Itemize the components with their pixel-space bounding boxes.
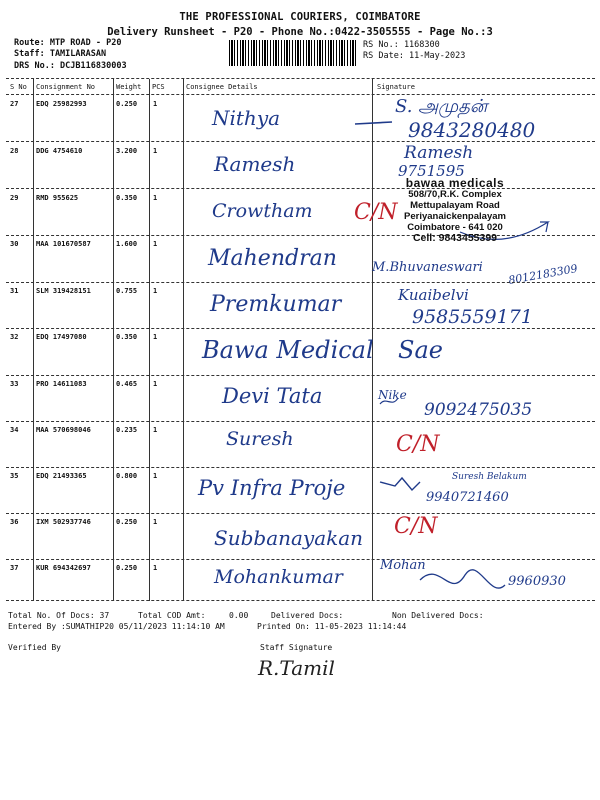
row-sno: 34 <box>10 426 19 434</box>
signature-phone: 9092475035 <box>424 400 533 420</box>
col-header-weight: Weight <box>116 83 142 91</box>
row-weight: 0.250 <box>116 518 138 526</box>
consignee-name: Ramesh <box>214 152 296 176</box>
consignee-name: Pv Infra Proje <box>198 476 346 500</box>
stamp-shop-name: bawaa medicals <box>405 176 505 190</box>
row-sno: 29 <box>10 194 19 202</box>
cn-mark: C/N <box>396 432 440 457</box>
row-weight: 1.600 <box>116 240 138 248</box>
drs-label: DRS No.: DCJB116830003 <box>14 61 127 71</box>
row-pcs: 1 <box>153 426 158 434</box>
signature-text: Ramesh <box>404 143 474 163</box>
row-pcs: 1 <box>153 100 158 108</box>
rs-no-label: RS No.: 1168300 <box>363 40 440 50</box>
row-consignment: KUR 694342697 <box>36 564 91 572</box>
row-pcs: 1 <box>153 194 158 202</box>
rs-date-label: RS Date: 11-May-2023 <box>363 51 466 61</box>
row-sno: 35 <box>10 472 19 480</box>
row-consignment: DDG 4754610 <box>36 147 83 155</box>
row-pcs: 1 <box>153 240 158 248</box>
row-weight: 0.755 <box>116 287 138 295</box>
row-sno: 32 <box>10 333 19 341</box>
consignee-name: Nithya <box>212 106 281 130</box>
row-weight: 0.465 <box>116 380 138 388</box>
cn-mark: C/N <box>354 200 398 225</box>
row-consignment: PRO 14611083 <box>36 380 87 388</box>
signature-text: Sae <box>398 336 443 364</box>
stamp-address-line: 508/70,R.K. Complex <box>408 189 502 200</box>
row-pcs: 1 <box>153 564 158 572</box>
signature-phone: 9843280480 <box>408 118 536 142</box>
consignee-name: Devi Tata <box>222 384 323 408</box>
signature-text: Nike <box>378 388 407 402</box>
row-consignment: EDQ 17497080 <box>36 333 87 341</box>
row-sno: 27 <box>10 100 19 108</box>
signature-text: M.Bhuvaneswari <box>372 260 483 275</box>
company-title: THE PROFESSIONAL COURIERS, COIMBATORE <box>179 11 421 23</box>
row-pcs: 1 <box>153 333 158 341</box>
col-header-signature: Signature <box>377 83 415 91</box>
row-weight: 0.350 <box>116 194 138 202</box>
signature-text: Kuaibelvi <box>398 286 469 304</box>
signature-text: Suresh Belakum <box>452 472 527 482</box>
row-pcs: 1 <box>153 287 158 295</box>
signature-phone: 8012183309 <box>507 262 579 287</box>
row-weight: 0.250 <box>116 100 138 108</box>
col-header-pcs: PCS <box>152 83 165 91</box>
row-pcs: 1 <box>153 147 158 155</box>
row-weight: 0.235 <box>116 426 138 434</box>
consignee-name: Suresh <box>226 428 294 450</box>
col-header-consignee: Consignee Details <box>186 83 258 91</box>
row-consignment: IXM 502937746 <box>36 518 91 526</box>
delivered-docs: Delivered Docs: <box>271 611 344 620</box>
row-sno: 33 <box>10 380 19 388</box>
staff-signature-label: Staff Signature <box>260 643 333 652</box>
runsheet-subtitle: Delivery Runsheet - P20 - Phone No.:0422-3505555 - Page No.:3 <box>107 26 493 38</box>
signature-phone: 9960930 <box>508 574 566 589</box>
cod-label: Total COD Amt: <box>138 611 206 620</box>
row-sno: 37 <box>10 564 19 572</box>
verified-by: Verified By <box>8 643 61 652</box>
entered-by: Entered By :SUMATHIP20 05/11/2023 11:14:10 AM <box>8 622 225 631</box>
staff-signature: R.Tamil <box>258 656 335 680</box>
stamp-cell-number: Cell: 9843455399 <box>412 232 498 244</box>
row-weight: 0.350 <box>116 333 138 341</box>
row-sno: 31 <box>10 287 19 295</box>
signature-phone: 9751595 <box>398 162 465 180</box>
row-sno: 30 <box>10 240 19 248</box>
row-sno: 28 <box>10 147 19 155</box>
row-consignment: EDQ 21493365 <box>36 472 87 480</box>
printed-on: Printed On: 11-05-2023 11:14:44 <box>257 622 407 631</box>
consignee-name: Bawa Medical <box>202 336 374 364</box>
shop-stamp <box>370 178 540 244</box>
col-header-sno: S No <box>10 83 27 91</box>
row-sno: 36 <box>10 518 19 526</box>
row-consignment: MAA 570698046 <box>36 426 91 434</box>
row-consignment: EDQ 25982993 <box>36 100 87 108</box>
cod-value: 0.00 <box>229 611 249 620</box>
row-consignment: SLM 319428151 <box>36 287 91 295</box>
consignee-name: Mahendran <box>208 246 337 271</box>
cn-mark: C/N <box>394 514 438 539</box>
row-consignment: MAA 101670587 <box>36 240 91 248</box>
stamp-address-line: Mettupalayam Road <box>410 200 500 211</box>
row-weight: 0.800 <box>116 472 138 480</box>
row-pcs: 1 <box>153 518 158 526</box>
col-header-consignment: Consignment No <box>36 83 96 91</box>
stamp-address-line: Periyanaickenpalayam <box>404 211 506 222</box>
consignee-name: Crowtham <box>212 200 313 222</box>
row-pcs: 1 <box>153 472 158 480</box>
row-pcs: 1 <box>153 380 158 388</box>
signature-phone: 9585559171 <box>412 306 533 328</box>
consignee-name: Mohankumar <box>214 566 343 588</box>
total-docs: Total No. Of Docs: 37 <box>8 611 110 620</box>
non-delivered-docs: Non Delivered Docs: <box>392 611 484 620</box>
row-weight: 0.250 <box>116 564 138 572</box>
row-consignment: RMD 955625 <box>36 194 79 202</box>
consignee-name: Premkumar <box>210 292 342 317</box>
row-weight: 3.200 <box>116 147 138 155</box>
signature-text: S. அமுதன் <box>395 96 488 117</box>
stamp-address-line: Coimbatore - 641 020 <box>407 222 503 233</box>
staff-label: Staff: TAMILARASAN <box>14 49 107 59</box>
consignee-name: Subbanayakan <box>214 526 364 550</box>
signature-text: Mohan <box>380 558 426 573</box>
route-label: Route: MTP ROAD - P20 <box>14 38 122 48</box>
signature-phone: 9940721460 <box>426 490 509 505</box>
